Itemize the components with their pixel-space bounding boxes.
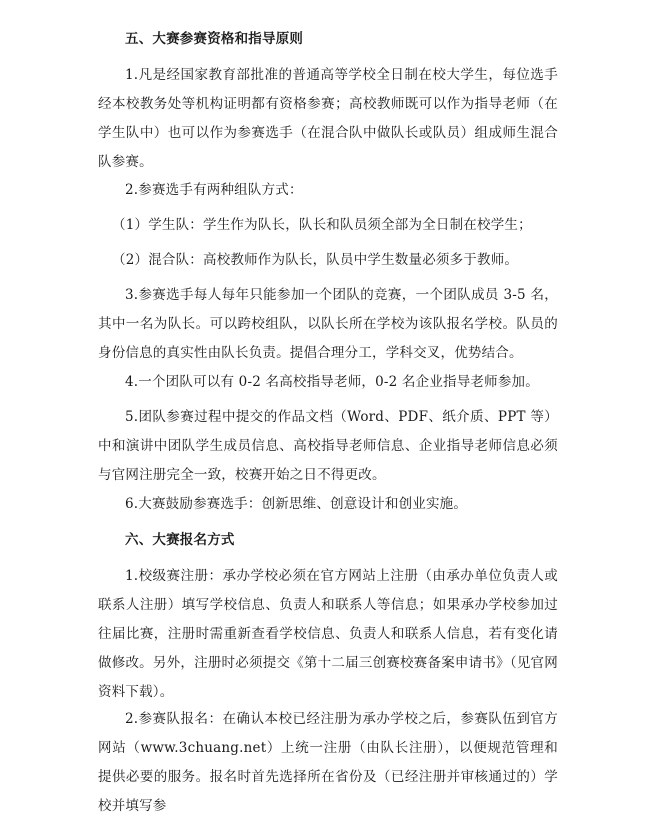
paragraph-team-size: 3.参赛选手每人每年只能参加一个团队的竞赛，一个团队成员 3-5 名，其中一名为队长。可以跨校组队，以队长所在学校为该队报名学校。队员的身份信息的真实性由队长负责。提倡合理分工，学科交叉，优势结合。 [98,287,558,361]
paragraph-advisors: 4.一个团队可以有 0-2 名高校指导老师，0-2 名企业指导老师参加。 [125,374,539,390]
paragraph-team-formation: 2.参赛选手有两种组队方式： [125,182,303,198]
paragraph-mixed-team: （2）混合队：高校教师作为队长，队员中学生数量必须多于教师。 [112,252,519,268]
paragraph-team-registration: 2.参赛队报名：在确认本校已经注册为承办学校之后，参赛队伍到官方网站（www.3chuang.net）上统一注册（由队长注册），以便规范管理和提供必要的服务。报名时首先选择所在省份及（已经注册并审核通过的）学校并填写参 [98,711,558,814]
paragraph-eligibility: 1.凡是经国家教育部批准的普通高等学校全日制在校大学生，每位选手经本校教务处等机构证明都有资格参赛；高校教师既可以作为指导老师（在学生队中）也可以作为参赛选手（在混合队中做队长或队员）组成师生混合队参赛。 [98,67,558,170]
paragraph-encouragement: 6.大赛鼓励参赛选手：创新思维、创意设计和创业实施。 [125,496,468,512]
paragraph-documents: 5.团队参赛过程中提交的作品文档（Word、PDF、纸介质、PPT 等）中和演讲中团队学生成员信息、高校指导老师信息、企业指导老师信息必须与官网注册完全一致，校赛开始之日不得更改。 [98,409,558,483]
section-heading-registration: 六、大赛报名方式 [125,532,235,548]
section-heading-qualifications: 五、大赛参赛资格和指导原则 [125,31,304,47]
paragraph-school-registration: 1.校级赛注册：承办学校必须在官方网站上注册（由承办单位负责人或联系人注册）填写学校信息、负责人和联系人等信息；如果承办学校参加过往届比赛，注册时需重新查看学校信息、负责人和联系人信息，若有变化请做修改。另外，注册时必须提交《第十二届三创赛校赛备案申请书》（见官网资料下载）。 [98,568,558,700]
paragraph-student-team: （1）学生队：学生作为队长，队长和队员须全部为全日制在校学生； [112,217,532,233]
